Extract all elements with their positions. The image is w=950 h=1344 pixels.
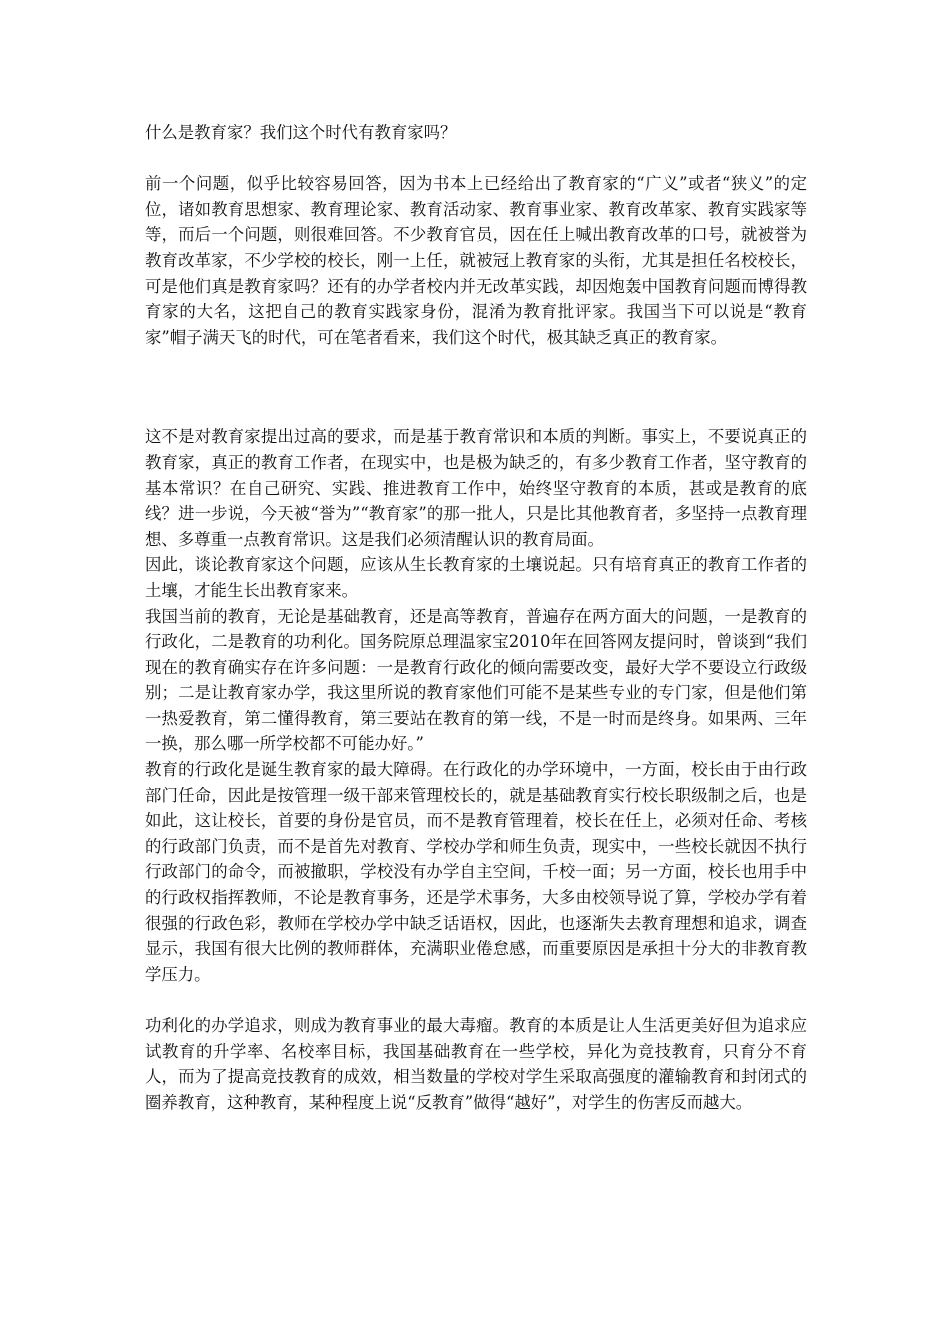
paragraph-gap xyxy=(145,987,807,1013)
body-paragraph: 前一个问题，似乎比较容易回答，因为书本上已经给出了教育家的“广义”或者“狭义”的定位，诸如教育思想家、教育理论家、教育活动家、教育事业家、教育改革家、教育实践家等等，而后一个问题，则很难回答。不少教育官员，因在任上喊出教育改革的口号，就被誉为教育改革家，不少学校的校长，刚一上任，就被冠上教育家的头衔，尤其是担任名校校长，可是他们真是教育家吗？还有的办学者校内并无改革实践，却因炮轰中国教育问题而博得教育家的大名，这把自己的教育实践家身份，混淆为教育批评家。我国当下可以说是“教育家”帽子满天飞的时代，可在笔者看来，我们这个时代，极其缺乏真正的教育家。 xyxy=(145,174,807,347)
body-paragraph: 教育的行政化是诞生教育家的最大障碍。在行政化的办学环境中，一方面，校长由于由行政部门任命，因此是按管理一级干部来管理校长的，就是基础教育实行校长职级制之后，也是如此，这让校长，首要的身份是官员，而不是教育管理着，校长在任上，必须对任命、考核的行政部门负责，而不是首先对教育、学校办学和师生负责，现实中，一些校长就因不执行行政部门的命令，而被撤职，学校没有办学自主空间，千校一面；另一方面，校长也用手中的行政权指挥教师，不论是教育事务，还是学术事务，大多由校领导说了算，学校办学有着很强的行政色彩，教师在学校办学中缺乏话语权，因此，也逐渐失去教育理想和追求，调查显示，我国有很大比例的教师群体，充满职业倦怠感，而重要原因是承担十分大的非教育教学压力。 xyxy=(145,760,807,984)
question-heading: 什么是教育家？我们这个时代有教育家吗？ xyxy=(145,123,457,142)
body-paragraph: 这不是对教育家提出过高的要求，而是基于教育常识和本质的判断。事实上，不要说真正的教育家，真正的教育工作者，在现实中，也是极为缺乏的，有多少教育工作者，坚守教育的基本常识？在自己研究、实践、推进教育工作中，始终坚守教育的本质，甚或是教育的底线？进一步说，今天被“誉为”“教育家”的那一批人，只是比其他教育者，多坚持一点教育理想、多尊重一点教育常识。这是我们必须清醒认识的教育局面。 xyxy=(145,427,807,549)
body-paragraph: 功利化的办学追求，则成为教育事业的最大毒瘤。教育的本质是让人生活更美好但为追求应试教育的升学率、名校率目标，我国基础教育在一些学校，异化为竞技教育，只育分不育人，而为了提高竞技教育的成效，相当数量的学校对学生采取高强度的灌输教育和封闭式的圈养教育，这种教育，某种程度上说“反教育”做得“越好”，对学生的伤害反而越大。 xyxy=(145,1016,807,1112)
paragraph-gap xyxy=(145,146,807,172)
body-paragraph: 我国当前的教育，无论是基础教育，还是高等教育，普遍存在两方面大的问题，一是教育的行政化，二是教育的功利化。国务院原总理温家宝2010年在回答网友提问时，曾谈到“我们现在的教育确实存在许多问题：一是教育行政化的倾向需要改变，最好大学不要设立行政级别；二是让教育家办学，我这里所说的教育家他们可能不是某些专业的专门家，但是他们第一热爱教育，第二懂得教育，第三要站在教育的第一线，不是一时而是终身。如果两、三年一换，那么哪一所学校都不可能办好。” xyxy=(145,606,807,754)
body-paragraph: 因此，谈论教育家这个问题，应该从生长教育家的土壤说起。只有培育真正的教育工作者的土壤，才能生长出教育家来。 xyxy=(145,555,807,600)
section-gap xyxy=(145,350,807,424)
document-body xyxy=(145,120,807,1115)
